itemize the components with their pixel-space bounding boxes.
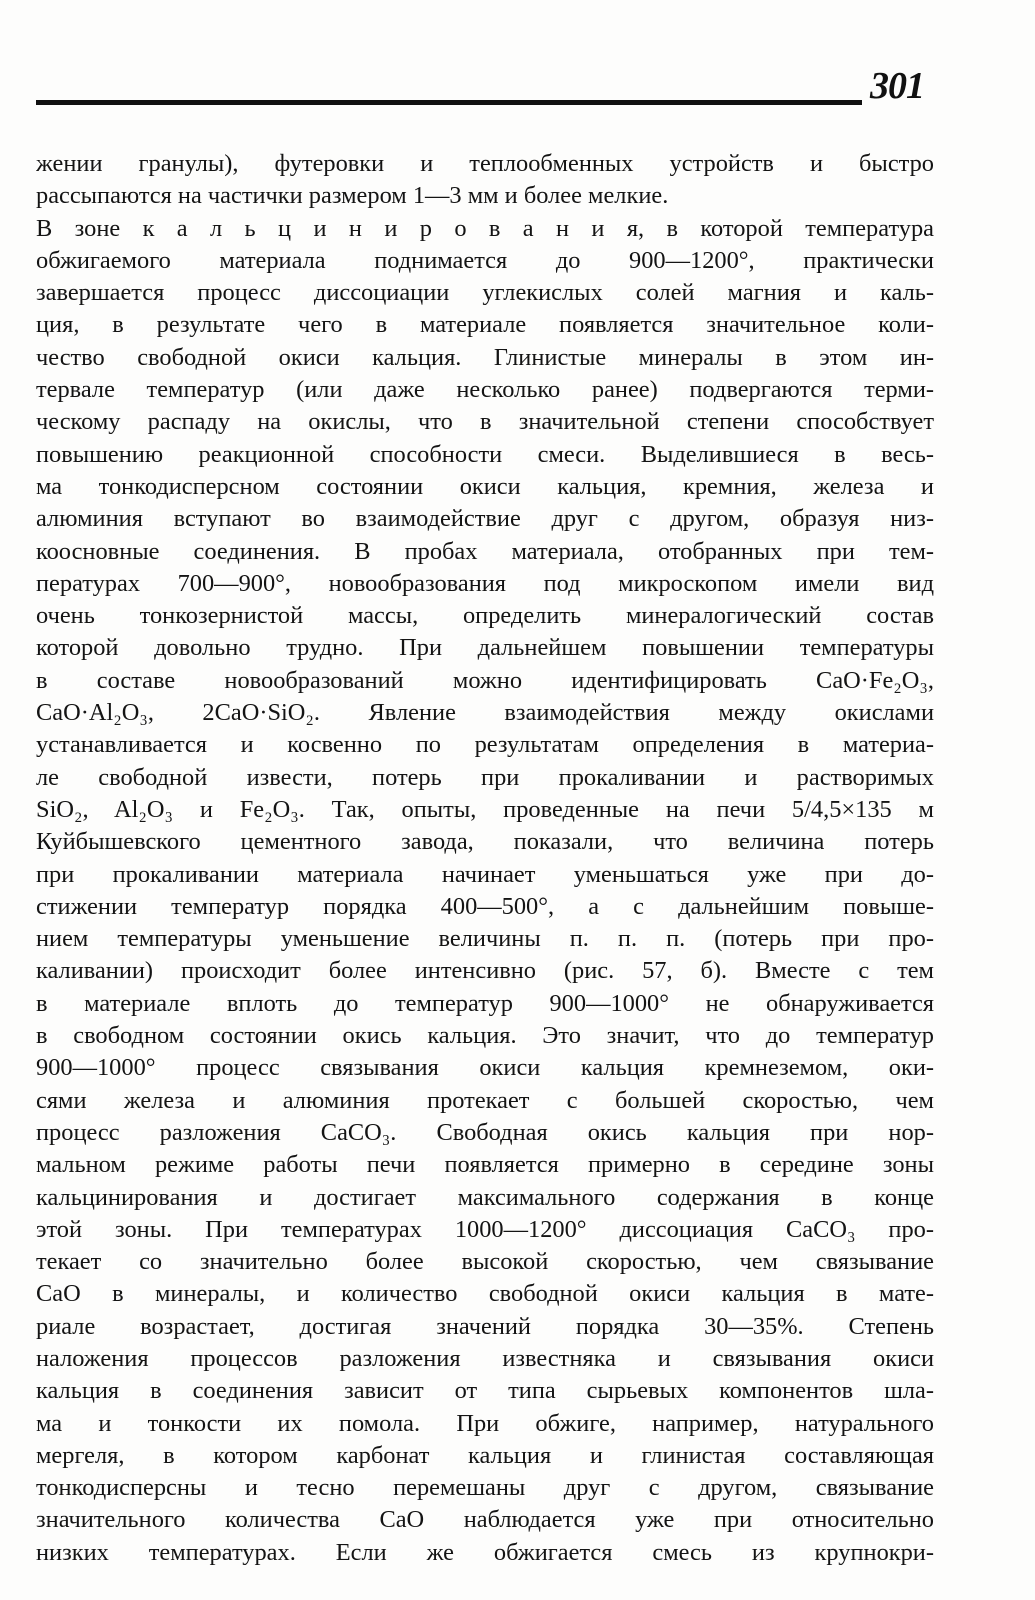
text-line: чество свободной окиси кальция. Глинистые минералы в этом ин- [36, 343, 934, 371]
text-line: наложения процессов разложения известняка и связывания окиси [36, 1344, 934, 1372]
text-line: ле свободной извести, потерь при прокаливании и растворимых [36, 763, 934, 791]
text-line: CaO в минералы, и количество свободной окиси кальция в мате- [36, 1280, 934, 1308]
body-text [36, 148, 934, 1569]
text-line: процесс разложения CaCO₃. Свободная окись кальция при нор- [36, 1118, 934, 1146]
text-line: текает со значительно более высокой скоростью, чем связывание [36, 1248, 934, 1276]
text-line: этой зоны. При температурах 1000—1200° диссоциация CaCO₃ про- [36, 1215, 934, 1243]
text-line: 900—1000° процесс связывания окиси кальция кремнеземом, оки- [36, 1054, 934, 1082]
text-line: коосновные соединения. В пробах материала, отобранных при тем- [36, 537, 934, 565]
text-line: риале возрастает, достигая значений порядка 30—35%. Степень [36, 1312, 934, 1340]
text-line: каливании) происходит более интенсивно (рис. 57, б). Вместе с тем [36, 957, 934, 985]
text-line: ма тонкодисперсном состоянии окиси кальция, кремния, железа и [36, 472, 934, 500]
text-line: мальном режиме работы печи появляется примерно в середине зоны [36, 1151, 934, 1179]
text-line: нием температуры уменьшение величины п. п. п. (потерь при про- [36, 925, 934, 953]
text-line: В зоне к а л ь ц и н и р о в а н и я, в которой температура [36, 214, 934, 242]
page-number: 301 [870, 65, 924, 107]
text-line: алюминия вступают во взаимодействие друг с другом, образуя низ- [36, 505, 934, 533]
text-line: рассыпаются на частички размером 1—3 мм и более мелкие. [36, 182, 669, 210]
text-line: кальция в соединения зависит от типа сырьевых компонентов шла- [36, 1377, 934, 1405]
text-line: кальцинирования и достигает максимального содержания в конце [36, 1183, 934, 1211]
text-line: тонкодисперсны и тесно перемешаны друг с другом, связывание [36, 1474, 934, 1502]
text-line: ция, в результате чего в материале появляется значительное коли- [36, 311, 934, 339]
text-line: повышению реакционной способности смеси. Выделившиеся в весь- [36, 440, 934, 468]
text-line: CaO·Al₂O₃, 2CaO·SiO₂. Явление взаимодействия между окислами [36, 699, 934, 727]
text-line: устанавливается и косвенно по результатам определения в материа- [36, 731, 934, 759]
text-line: ческому распаду на окислы, что в значительной степени способствует [36, 408, 934, 436]
text-line: завершается процесс диссоциации углекислых солей магния и каль- [36, 279, 934, 307]
header-rule [36, 100, 862, 105]
text-line: значительного количества CaO наблюдается уже при относительно [36, 1506, 934, 1534]
text-line: очень тонкозернистой массы, определить минералогический состав [36, 602, 934, 630]
text-line: жении гранулы), футеровки и теплообменных устройств и быстро [36, 150, 934, 177]
text-line: SiO₂, Al₂O₃ и Fe₂O₃. Так, опыты, проведенные на печи 5/4,5×135 м [36, 795, 934, 823]
text-line: низких температурах. Если же обжигается смесь из крупнокри- [36, 1538, 934, 1566]
text-line: тервале температур (или даже несколько ранее) подвергаются терми- [36, 376, 934, 404]
text-line: в свободном состоянии окись кальция. Это значит, что до температур [36, 1022, 934, 1050]
text-line: которой довольно трудно. При дальнейшем повышении температуры [36, 634, 934, 662]
text-line: сями железа и алюминия протекает с большей скоростью, чем [36, 1086, 934, 1114]
text-line: Куйбышевского цементного завода, показали, что величина потерь [36, 828, 934, 856]
text-line: мергеля, в котором карбонат кальция и глинистая составляющая [36, 1441, 934, 1469]
text-line: ма и тонкости их помола. При обжиге, например, натурального [36, 1409, 934, 1437]
text-line: при прокаливании материала начинает уменьшаться уже при до- [36, 860, 934, 888]
text-line: обжигаемого материала поднимается до 900—1200°, практически [36, 246, 934, 274]
text-line: в материале вплоть до температур 900—1000° не обнаруживается [36, 989, 934, 1017]
text-line: в составе новообразований можно идентифицировать CaO·Fe₂O₃, [36, 666, 934, 694]
text-line: стижении температур порядка 400—500°, а с дальнейшим повыше- [36, 892, 934, 920]
text-line: пературах 700—900°, новообразования под микроскопом имели вид [36, 569, 934, 597]
